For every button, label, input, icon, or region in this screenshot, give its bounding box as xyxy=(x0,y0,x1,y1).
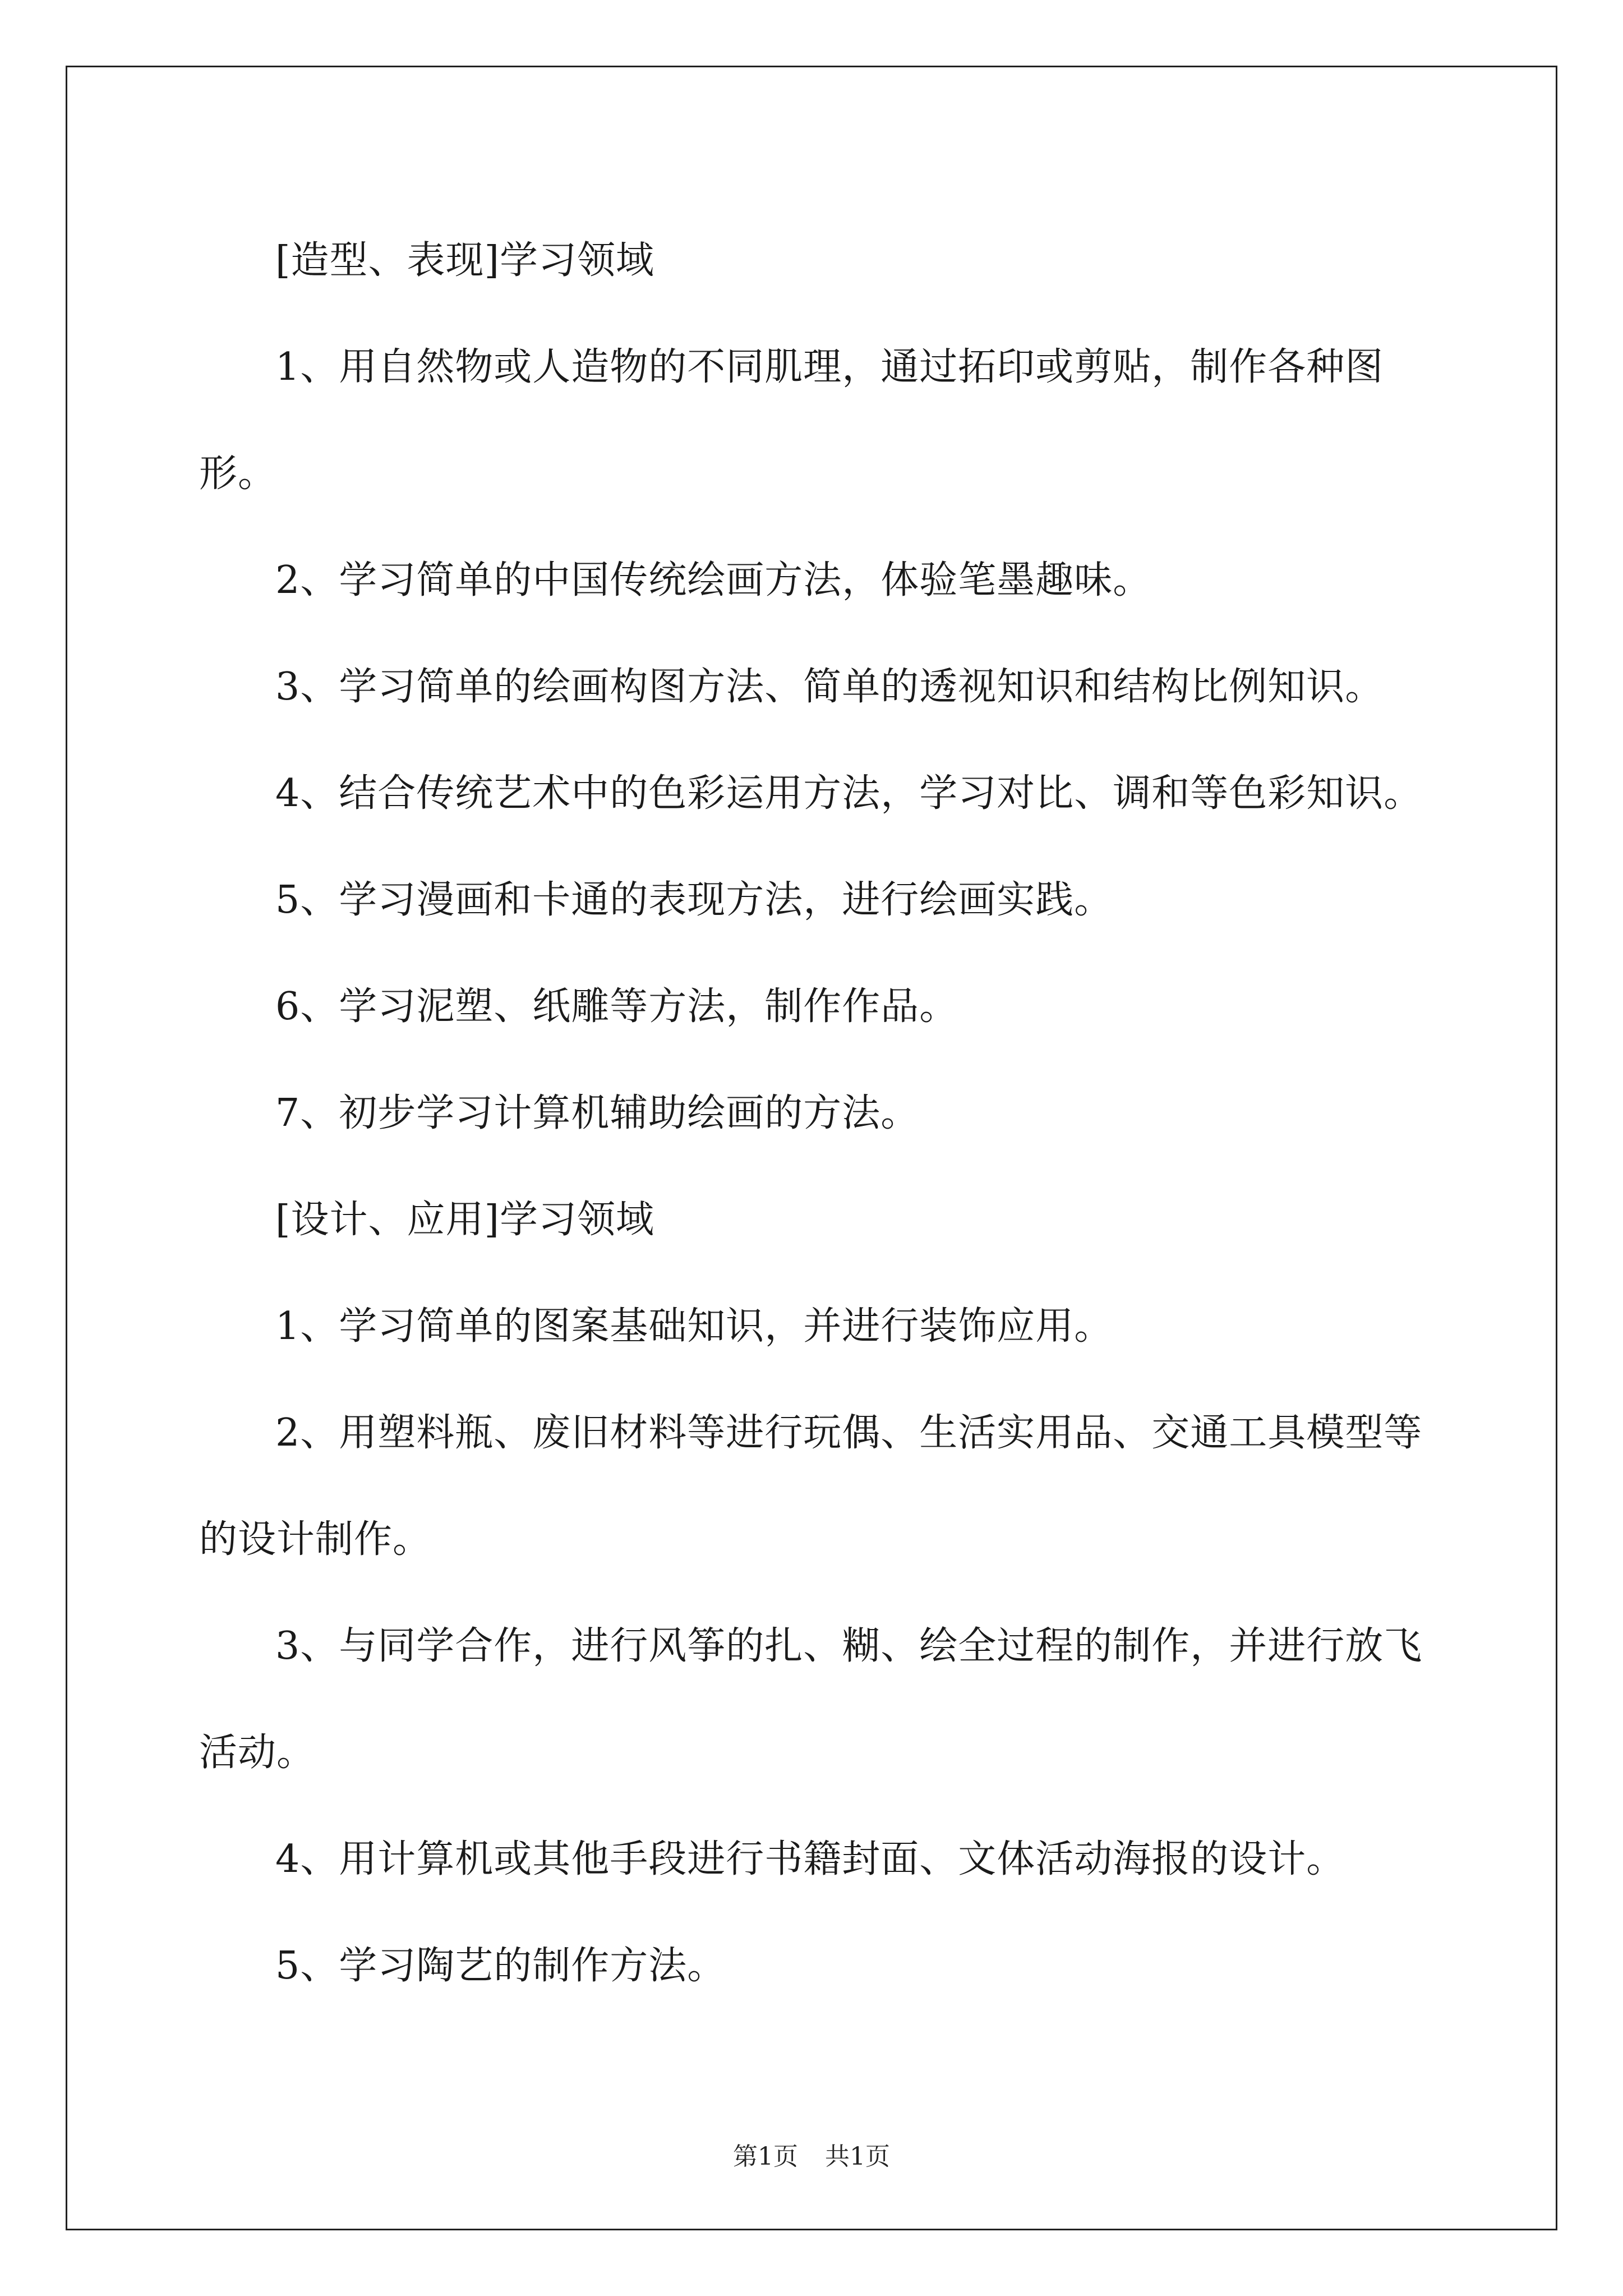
list-item: 3、学习简单的绘画构图方法、简单的透视知识和结构比例知识。 xyxy=(275,665,1384,709)
list-item: 7、初步学习计算机辅助绘画的方法。 xyxy=(275,1091,920,1135)
page-footer xyxy=(0,2140,1623,2174)
list-item: 5、学习陶艺的制作方法。 xyxy=(275,1944,726,1988)
list-item: 2、用塑料瓶、废旧材料等进行玩偶、生活实用品、交通工具模型等的设计制作。 xyxy=(199,1411,1423,1562)
page-number: 第1页 xyxy=(733,2142,798,2171)
list-item: 3、与同学合作，进行风筝的扎、糊、绘全过程的制作，并进行放飞活动。 xyxy=(199,1624,1423,1775)
list-item: 4、结合传统艺术中的色彩运用方法，学习对比、调和等色彩知识。 xyxy=(275,771,1423,816)
page-total: 共1页 xyxy=(825,2142,890,2171)
list-item: 1、学习简单的图案基础知识，并进行装饰应用。 xyxy=(275,1304,1113,1349)
list-item: 5、学习漫画和卡通的表现方法，进行绘画实践。 xyxy=(275,878,1113,922)
list-item: 6、学习泥塑、纸雕等方法，制作作品。 xyxy=(275,984,958,1029)
list-item: 1、用自然物或人造物的不同肌理，通过拓印或剪贴，制作各种图形。 xyxy=(199,345,1384,496)
section-heading: [造型、表现]学习领域 xyxy=(275,238,655,283)
list-item: 4、用计算机或其他手段进行书籍封面、文体活动海报的设计。 xyxy=(275,1837,1345,1881)
document-body xyxy=(199,208,1433,2019)
section-heading: [设计、应用]学习领域 xyxy=(275,1198,655,1242)
list-item: 2、学习简单的中国传统绘画方法，体验笔墨趣味。 xyxy=(275,558,1152,602)
